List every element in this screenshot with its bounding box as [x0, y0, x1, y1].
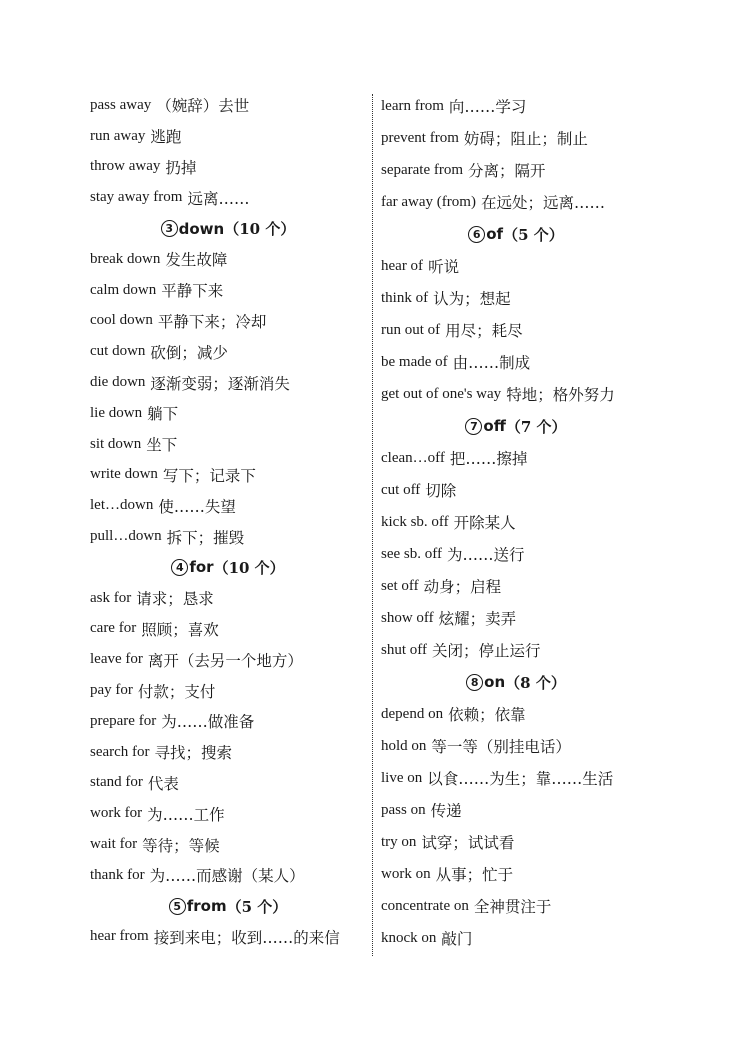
phrase-english: write down [90, 466, 158, 483]
phrase-entry [90, 860, 366, 891]
phrase-entry [90, 768, 366, 799]
phrase-entry [381, 634, 651, 666]
phrase-entry [90, 152, 366, 183]
phrase-meaning: 代表 [147, 774, 179, 793]
phrase-entry [90, 275, 366, 306]
section-count: （10 个） [224, 220, 296, 239]
section-heading [90, 891, 366, 922]
phrase-entry [381, 90, 651, 122]
phrase-english: ask for [90, 589, 132, 606]
phrase-english: kick sb. off [381, 513, 449, 530]
phrase-entry [90, 583, 366, 614]
phrase-english: work on [381, 865, 431, 882]
phrase-entry [381, 378, 651, 410]
section-heading [90, 552, 366, 583]
phrase-meaning: 照顾；喜欢 [141, 620, 219, 639]
phrase-meaning: 接到来电；收到……的来信 [153, 928, 340, 947]
phrase-meaning: 炫耀；卖弄 [438, 610, 517, 628]
phrase-meaning: 为……送行 [446, 546, 525, 564]
phrase-entry [381, 826, 651, 858]
phrase-meaning: 为……而感谢（某人） [149, 867, 305, 886]
phrase-meaning: 关闭；停止运行 [431, 642, 541, 660]
section-count: （10 个） [213, 558, 285, 577]
phrase-english: die down [90, 374, 146, 391]
phrase-meaning: 认为；想起 [433, 290, 511, 308]
phrase-meaning: 敲门 [441, 930, 473, 948]
section-word: for [189, 558, 214, 577]
phrase-meaning: 向……学习 [448, 98, 527, 116]
phrase-entry [90, 398, 366, 429]
phrase-english: leave for [90, 651, 143, 668]
section-count: （5 个） [503, 225, 564, 244]
phrase-entry [381, 282, 651, 314]
phrase-entry [381, 250, 651, 282]
phrase-english: pull…down [90, 528, 162, 545]
phrase-entry [90, 922, 366, 953]
phrase-english: lie down [90, 404, 143, 421]
phrase-meaning: 为……做准备 [161, 713, 255, 732]
phrase-meaning: 拆下；摧毁 [166, 528, 245, 547]
phrase-english: prevent from [381, 129, 459, 146]
section-number: 3 [161, 220, 178, 237]
section-count: （5 个） [226, 897, 288, 916]
phrase-meaning: 由……制成 [452, 354, 531, 372]
phrase-english: be made of [381, 353, 448, 370]
phrase-english: pass away [90, 96, 152, 113]
phrase-entry [381, 858, 651, 890]
phrase-meaning: 开除某人 [453, 514, 516, 532]
phrase-english: break down [90, 250, 161, 267]
phrase-entry [90, 675, 366, 706]
phrase-english: throw away [90, 158, 161, 175]
phrase-entry [381, 506, 651, 538]
phrase-entry [381, 442, 651, 474]
phrase-meaning: 扔掉 [165, 158, 197, 177]
phrase-english: hear from [90, 928, 149, 945]
phrase-meaning: 为……工作 [147, 805, 225, 824]
phrase-entry [90, 121, 366, 152]
phrase-english: concentrate on [381, 897, 469, 914]
phrase-english: separate from [381, 161, 464, 178]
phrase-meaning: 动身；启程 [423, 578, 502, 596]
phrase-entry [381, 730, 651, 762]
phrase-english: care for [90, 620, 137, 637]
phrase-english: run away [90, 127, 146, 144]
section-word: on [484, 673, 506, 691]
phrase-meaning: 离开（去另一个地方） [147, 651, 303, 670]
phrase-entry [381, 922, 651, 954]
phrase-english: see sb. off [381, 545, 442, 562]
phrase-english: far away (from) [381, 193, 476, 210]
right-column [381, 90, 651, 954]
phrase-meaning: 坐下 [146, 436, 178, 455]
phrase-meaning: 逐渐变弱；逐渐消失 [150, 374, 290, 393]
phrase-entry [90, 336, 366, 367]
phrase-entry [90, 706, 366, 737]
section-heading [381, 410, 651, 442]
phrase-meaning: 使……失望 [158, 497, 236, 516]
phrase-english: stay away from [90, 189, 183, 206]
phrase-entry [90, 429, 366, 460]
phrase-meaning: 等一等（别挂电话） [431, 738, 571, 756]
phrase-entry [381, 602, 651, 634]
phrase-meaning: 用尽；耗尽 [445, 322, 523, 340]
phrase-meaning: 付款；支付 [137, 682, 216, 701]
section-number: 6 [468, 226, 485, 243]
phrase-entry [90, 737, 366, 768]
section-word: off [483, 417, 506, 435]
phrase-english: stand for [90, 774, 143, 791]
phrase-entry [90, 306, 366, 337]
phrase-entry [381, 314, 651, 346]
phrase-entry [90, 644, 366, 675]
phrase-english: hold on [381, 737, 427, 754]
phrase-entry [90, 460, 366, 491]
phrase-meaning: （婉辞）去世 [156, 97, 250, 116]
phrase-english: calm down [90, 281, 157, 298]
phrase-entry [381, 698, 651, 730]
phrase-english: get out of one's way [381, 385, 502, 402]
phrase-entry [90, 90, 366, 121]
phrase-english: depend on [381, 705, 444, 722]
phrase-meaning: 依赖；依靠 [448, 706, 526, 724]
phrase-entry [90, 182, 366, 213]
phrase-meaning: 切除 [425, 482, 457, 500]
phrase-meaning: 特地；格外努力 [506, 386, 615, 404]
phrase-english: work for [90, 805, 143, 822]
phrase-meaning: 远离…… [187, 189, 250, 208]
phrase-meaning: 从事；忙于 [435, 866, 514, 884]
phrase-entry [381, 570, 651, 602]
phrase-meaning: 寻找；搜索 [154, 744, 233, 763]
phrase-english: cut off [381, 481, 421, 498]
left-column [90, 90, 366, 952]
phrase-meaning: 分离；隔开 [468, 162, 546, 180]
phrase-english: set off [381, 577, 419, 594]
phrase-entry [381, 890, 651, 922]
phrase-entry [90, 521, 366, 552]
phrase-entry [381, 154, 651, 186]
phrase-entry [381, 762, 651, 794]
phrase-meaning: 发生故障 [165, 251, 228, 270]
phrase-meaning: 传递 [430, 802, 462, 820]
phrase-english: think of [381, 289, 429, 306]
phrase-entry [381, 122, 651, 154]
phrase-meaning: 妨碍；阻止；制止 [463, 130, 588, 148]
phrase-entry [90, 244, 366, 275]
phrase-meaning: 躺下 [147, 405, 179, 424]
phrase-english: cut down [90, 343, 146, 360]
phrase-english: learn from [381, 97, 444, 114]
phrase-english: try on [381, 833, 417, 850]
phrase-meaning: 逃跑 [150, 128, 182, 147]
phrase-english: run out of [381, 321, 441, 338]
phrase-entry [90, 798, 366, 829]
phrase-meaning: 写下；记录下 [162, 466, 256, 485]
phrase-entry [381, 186, 651, 218]
phrase-meaning: 平静下来 [161, 282, 224, 301]
phrase-entry [90, 829, 366, 860]
phrase-english: let…down [90, 497, 154, 514]
phrase-english: sit down [90, 435, 142, 452]
phrase-entry [381, 474, 651, 506]
phrase-english: knock on [381, 929, 437, 946]
phrase-english: hear of [381, 257, 424, 274]
phrase-entry [381, 538, 651, 570]
phrase-english: wait for [90, 836, 138, 853]
section-heading [90, 213, 366, 244]
section-number: 5 [169, 898, 186, 915]
section-word: down [178, 219, 225, 238]
phrase-meaning: 以食……为生；靠……生活 [427, 770, 614, 788]
section-heading [381, 666, 651, 698]
section-heading [381, 218, 651, 250]
phrase-english: cool down [90, 312, 153, 329]
phrase-english: thank for [90, 866, 145, 883]
section-word: of [486, 225, 504, 243]
phrase-meaning: 把……擦掉 [449, 450, 528, 468]
phrase-entry [381, 346, 651, 378]
section-count: （7 个） [505, 417, 567, 436]
column-divider [372, 94, 373, 956]
phrase-english: pass on [381, 801, 426, 818]
section-number: 4 [171, 559, 188, 576]
phrase-english: prepare for [90, 712, 157, 729]
section-word: from [186, 897, 227, 916]
phrase-entry [90, 367, 366, 398]
phrase-meaning: 听说 [428, 258, 460, 276]
phrase-meaning: 砍倒；减少 [150, 343, 228, 362]
phrase-english: shut off [381, 641, 427, 658]
phrase-meaning: 试穿；试试看 [421, 834, 515, 852]
phrase-english: search for [90, 743, 150, 760]
phrase-entry [90, 490, 366, 521]
phrase-meaning: 全神贯注于 [473, 898, 552, 916]
phrase-english: pay for [90, 682, 133, 699]
phrase-entry [381, 794, 651, 826]
phrase-meaning: 平静下来；冷却 [157, 312, 267, 331]
section-number: 7 [465, 418, 482, 435]
phrase-meaning: 等待；等候 [142, 836, 220, 855]
phrase-english: show off [381, 609, 434, 626]
phrase-meaning: 在远处；远离…… [480, 194, 605, 212]
section-count: （8 个） [505, 673, 566, 692]
phrase-entry [90, 614, 366, 645]
phrase-meaning: 请求；恳求 [136, 590, 214, 609]
phrase-english: live on [381, 769, 423, 786]
section-number: 8 [466, 674, 483, 691]
phrase-english: clean…off [381, 449, 445, 466]
